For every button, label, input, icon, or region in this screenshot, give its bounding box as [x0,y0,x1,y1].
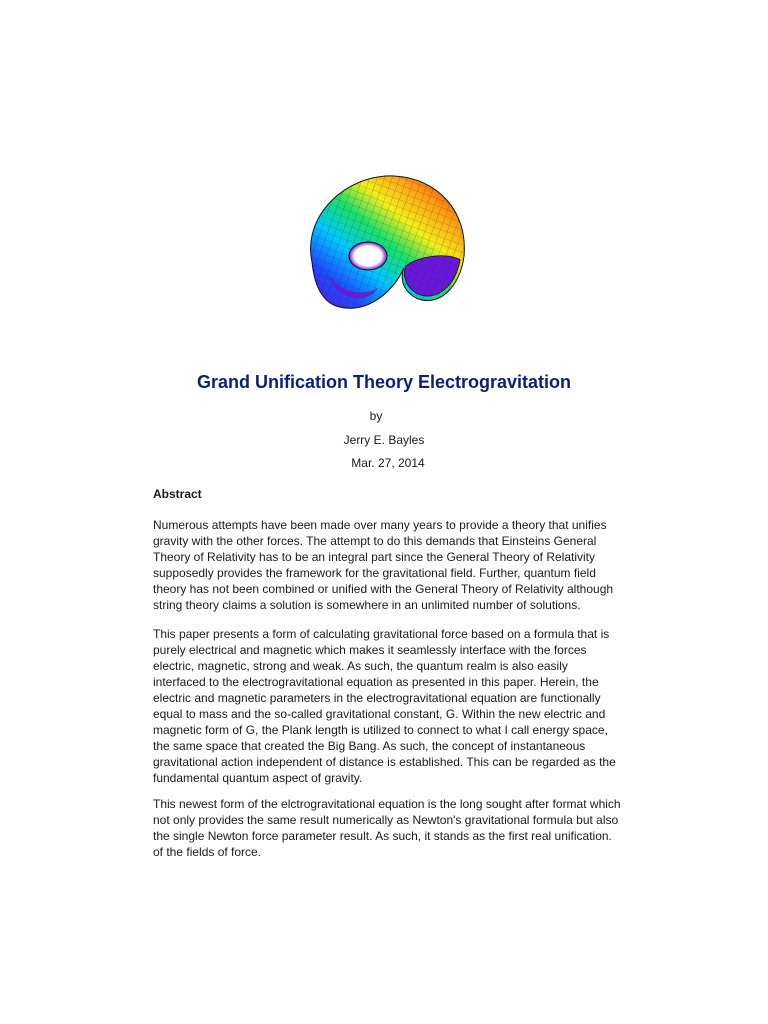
text-line: magnetic form of G, the Plank length is utilized to connect to what I call energy space, [153,723,608,737]
text-line: equal to mass and the so-called gravitational constant, G. Within the new electric and [153,707,606,721]
torus-surface-figure [298,170,470,316]
abstract-paragraph-2 [153,626,638,786]
abstract-paragraph-3 [153,796,638,860]
text-line: purely electrical and magnetic which makes it seamlessly interface with the forces [153,643,587,657]
document-title: Grand Unification Theory Electrogravitation [196,372,572,392]
text-line: supposedly provides the framework for the gravitational field. Further, quantum field [153,566,596,580]
text-line: gravitational action independent of distance is established. This can be regarded as the [153,755,616,769]
text-line: This newest form of the elctrogravitational equation is the long sought after format which [153,797,621,811]
text-line: fundamental quantum aspect of gravity. [153,771,363,785]
text-line: the single Newton force parameter result. As such, it stands as the first real unification. [153,829,612,843]
text-line: This paper presents a form of calculating gravitational force based on a formula that is [153,627,610,641]
by-line: by [369,409,383,423]
text-line: theory has not been combined or unified with the General Theory of Relativity although [153,582,614,596]
author-name: Jerry E. Bayles [343,433,425,447]
text-line: electric and magnetic parameters in the electrogravitational equation are functionally [153,691,601,705]
text-line: gravity with the other forces. The attempt to do this demands that Einsteins General [153,534,597,548]
rainbow-torus-surface-icon [298,170,470,316]
text-line: string theory claims a solution is somewhere in an unlimited number of solutions. [153,598,581,612]
text-line: electric, magnetic, strong and weak. As such, the quantum realm is also easily [153,659,568,673]
text-line: Numerous attempts have been made over many years to provide a theory that unifies [153,518,607,532]
publication-date: Mar. 27, 2014 [351,456,425,470]
abstract-heading: Abstract [153,487,202,501]
text-line: the same space that created the Big Bang. As such, the concept of instantaneous [153,739,586,753]
text-line: of the fields of force. [153,845,262,859]
abstract-paragraph-1 [153,517,638,613]
text-line: not only provides the same result numerically as Newton's gravitational formula but also [153,813,619,827]
text-line: Theory of Relativity has to be an integral part since the General Theory of Relativity [153,550,596,564]
text-line: interfaced to the electrogravitational equation as presented in this paper. Herein, the [153,675,599,689]
